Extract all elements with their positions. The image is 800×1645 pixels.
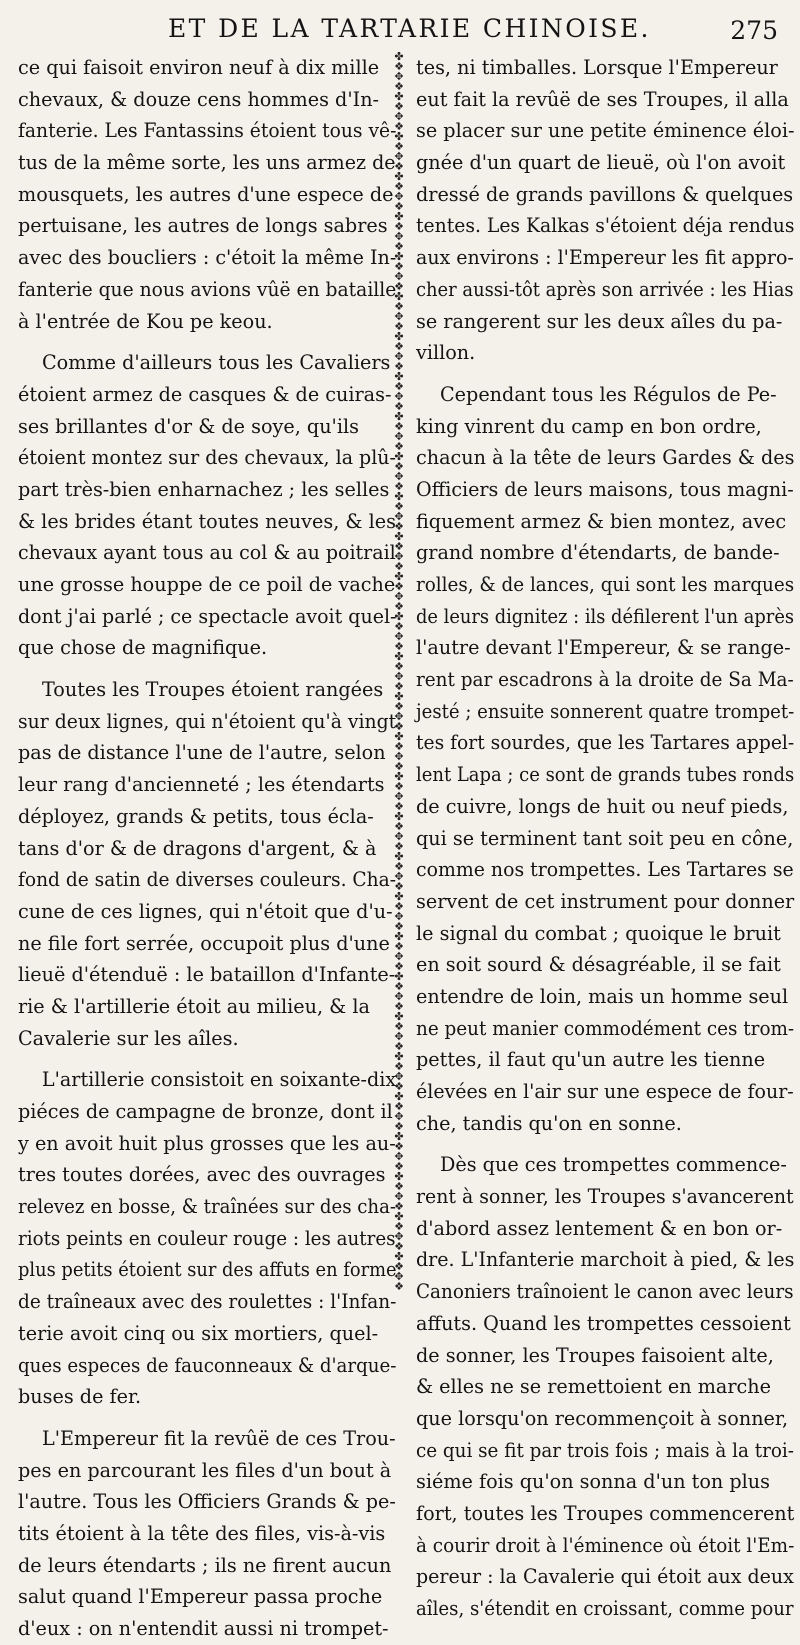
ornament-glyph: ✤ <box>394 170 404 183</box>
ornament-glyph: ❖ <box>394 540 404 553</box>
ornament-glyph: ❖ <box>394 920 404 933</box>
ornament-glyph: ❖ <box>394 340 404 353</box>
text-line: lent Lapa ; ce sont de grands tubes ronds <box>416 763 795 787</box>
paragraph <box>18 52 398 337</box>
ornament-glyph: ✤ <box>394 770 404 783</box>
ornament-glyph: ✤ <box>394 850 404 863</box>
ornament-glyph: ✤ <box>394 890 404 903</box>
text-line: ce qui faisoit environ neuf à dix mille <box>18 56 380 79</box>
ornament-glyph: ✤ <box>394 410 404 423</box>
text-line: de cuivre, longs de huit ou neuf pieds, <box>416 794 789 818</box>
text-line: affuts. Quand les trompettes cessoient <box>416 1311 791 1335</box>
text-line: ne peut manier commodément ces trom- <box>416 1016 795 1040</box>
ornament-glyph: ❖ <box>394 100 404 113</box>
ornament-glyph: ❖ <box>394 500 404 513</box>
text-line: aîles, s'étendit en croissant, comme pour <box>416 1597 794 1620</box>
text-line: avec des boucliers : c'étoit la même In- <box>18 246 397 270</box>
text-line: fond de satin de diverses couleurs. Cha- <box>18 868 396 892</box>
text-line: siéme fois qu'on sonna d'un ton plus <box>416 1470 771 1494</box>
text-line: fort, toutes les Troupes commencerent <box>416 1501 795 1525</box>
ornament-glyph: ✥ <box>394 1110 404 1123</box>
text-line: ses brillantes d'or & de soye, qu'ils <box>18 414 359 438</box>
ornament-glyph: ✤ <box>394 250 404 263</box>
ornament-glyph: ✥ <box>394 310 404 323</box>
ornament-glyph: ✥ <box>394 70 404 83</box>
page-number: 275 <box>730 16 778 45</box>
ornament-glyph: ✤ <box>394 530 404 543</box>
paragraph <box>416 379 796 1140</box>
ornament-glyph: ❖ <box>394 380 404 393</box>
ornament-glyph: ❖ <box>394 260 404 273</box>
text-line: Canoniers traînoient le canon avec leurs <box>416 1280 794 1304</box>
ornament-glyph: ✤ <box>394 90 404 103</box>
text-line: gnée d'un quart de lieuë, où l'on avoit <box>416 151 786 175</box>
ornament-glyph: ✥ <box>394 590 404 603</box>
ornament-glyph: ❖ <box>394 940 404 953</box>
ornament-glyph: ❖ <box>394 900 404 913</box>
ornament-glyph: ✥ <box>394 710 404 723</box>
text-line: Cavalerie sur les aîles. <box>18 1026 239 1050</box>
ornament-glyph: ✤ <box>394 50 404 63</box>
text-line: déployez, grands & petits, tous écla- <box>18 804 374 828</box>
text-line: Comme d'ailleurs tous les Cavaliers <box>42 351 391 375</box>
text-line: pertuisane, les autres de longs sabres <box>18 214 388 238</box>
text-line: eut fait la revûë de ses Troupes, il alla <box>416 87 789 111</box>
ornament-glyph: ✤ <box>394 1010 404 1023</box>
ornament-glyph: ✤ <box>394 930 404 943</box>
ornament-glyph: ✥ <box>394 910 404 923</box>
ornament-glyph: ❖ <box>394 1160 404 1173</box>
text-line: cher aussi-tôt après son arrivée : les Hias <box>416 277 794 301</box>
ornament-glyph: ❖ <box>394 1080 404 1093</box>
text-line: tes, ni timballes. Lorsque l'Empereur <box>416 56 778 79</box>
text-line: pas de distance l'une de l'autre, selon <box>18 741 386 765</box>
ornament-glyph: ✥ <box>394 470 404 483</box>
ornament-glyph: ❖ <box>394 820 404 833</box>
text-line: tentes. Les Kalkas s'étoient déja rendus <box>416 214 795 238</box>
ornamental-column-divider <box>388 50 410 1293</box>
ornament-glyph: ✤ <box>394 490 404 503</box>
text-line: l'autre devant l'Empereur, & se range- <box>416 636 791 660</box>
ornament-glyph: ❖ <box>394 520 404 533</box>
ornament-glyph: ✥ <box>394 110 404 123</box>
ornament-glyph: ❖ <box>394 800 404 813</box>
text-line: mousquets, les autres d'une espece de <box>18 182 394 206</box>
text-line: chevaux, & douze cens hommes d'In- <box>18 87 380 111</box>
ornament-glyph: ✤ <box>394 810 404 823</box>
text-line: ne file fort serrée, occupoit plus d'une <box>18 931 390 955</box>
text-line: Toutes les Troupes étoient rangées <box>42 678 384 702</box>
text-line: rie & l'artillerie étoit au milieu, & la <box>18 994 370 1018</box>
text-line: d'abord assez lentement & en bon or- <box>416 1216 783 1240</box>
text-line: tus de la même sorte, les uns armez de <box>18 151 396 175</box>
ornament-glyph: ❖ <box>394 1060 404 1073</box>
text-line: fanterie que nous avions vûë en bataille <box>18 277 397 301</box>
text-line: salut quand l'Empereur passa proche <box>18 1585 383 1609</box>
ornament-glyph: ❖ <box>394 1240 404 1253</box>
text-line: rolles, & de lances, qui sont les marques <box>416 573 795 596</box>
ornament-glyph: ❖ <box>394 220 404 233</box>
ornament-glyph: ✥ <box>394 830 404 843</box>
ornament-glyph: ✥ <box>394 1150 404 1163</box>
ornament-glyph: ✤ <box>394 1130 404 1143</box>
ornament-glyph: ❖ <box>394 140 404 153</box>
ornament-glyph: ❖ <box>394 1120 404 1133</box>
ornament-glyph: ❖ <box>394 460 404 473</box>
ornament-glyph: ❖ <box>394 640 404 653</box>
text-line: étoient montez sur des chevaux, la plû- <box>18 446 396 470</box>
paragraph <box>18 674 398 1054</box>
text-line: sur deux lignes, qui n'étoient qu'à vingt <box>18 709 397 733</box>
text-line: & les brides étant toutes neuves, & les <box>18 509 396 533</box>
ornament-glyph: ✤ <box>394 1050 404 1063</box>
ornament-glyph: ❖ <box>394 160 404 173</box>
ornament-glyph: ❖ <box>394 80 404 93</box>
ornament-glyph: ✤ <box>394 210 404 223</box>
ornament-glyph: ❖ <box>394 300 404 313</box>
text-line: comme nos trompettes. Les Tartares se <box>416 858 794 882</box>
ornament-glyph: ❖ <box>394 120 404 133</box>
ornament-glyph: ❖ <box>394 760 404 773</box>
text-line: cune de ces lignes, qui n'étoit que d'u- <box>18 899 393 923</box>
text-line: entendre de loin, mais un homme seul <box>416 984 789 1008</box>
ornament-glyph: ❖ <box>394 1020 404 1033</box>
text-line: tres toutes dorées, avec des ouvrages <box>18 1163 386 1187</box>
ornament-glyph: ❖ <box>394 600 404 613</box>
right-text-column <box>416 52 796 1625</box>
paragraph <box>18 1064 398 1413</box>
text-line: relevez en bosse, & traînées sur des cha- <box>18 1195 397 1219</box>
ornament-glyph: ✥ <box>394 1230 404 1243</box>
ornament-glyph: ✥ <box>394 950 404 963</box>
ornament-glyph: ✤ <box>394 1170 404 1183</box>
ornament-glyph: ✥ <box>394 510 404 523</box>
text-line: che, tandis qu'on en sonne. <box>416 1111 682 1135</box>
ornament-glyph: ❖ <box>394 840 404 853</box>
text-line: à courir droit à l'éminence où étoit l'Em- <box>416 1533 795 1557</box>
ornament-glyph: ❖ <box>394 420 404 433</box>
text-line: part très-bien enharnachez ; les selles <box>18 477 390 501</box>
ornament-glyph: ✥ <box>394 670 404 683</box>
text-line: plus petits étoient sur des affuts en forme <box>18 1258 397 1282</box>
ornament-glyph: ❖ <box>394 200 404 213</box>
paragraph <box>18 1423 398 1645</box>
text-line: & elles ne se remettoient en marche <box>416 1375 772 1399</box>
ornament-glyph: ❖ <box>394 960 404 973</box>
ornament-glyph: ✥ <box>394 350 404 363</box>
ornament-glyph: ✥ <box>394 190 404 203</box>
ornament-glyph: ✤ <box>394 730 404 743</box>
text-line: jesté ; ensuite sonnerent quatre trompet- <box>416 699 795 723</box>
ornament-glyph: ✤ <box>394 370 404 383</box>
text-line: buses de fer. <box>18 1385 142 1409</box>
ornament-glyph: ✥ <box>394 150 404 163</box>
text-line: riots peints en couleur rouge : les autres <box>18 1226 396 1250</box>
ornament-glyph: ✥ <box>394 430 404 443</box>
text-line: étoient armez de casques & de cuiras- <box>18 382 392 406</box>
text-line: chacun à la tête de leurs Gardes & des <box>416 446 795 470</box>
paragraph <box>18 347 398 664</box>
text-line: à l'entrée de Kou pe keou. <box>18 309 273 333</box>
ornament-glyph: ✥ <box>394 1030 404 1043</box>
ornament-glyph: ✥ <box>394 870 404 883</box>
paragraph <box>416 52 796 369</box>
text-line: pettes, il faut qu'un autre les tienne <box>416 1048 766 1072</box>
text-line: grand nombre d'étendarts, de bande- <box>416 541 780 565</box>
text-line: chevaux ayant tous au col & au poitrail <box>18 541 396 565</box>
ornament-glyph: ✥ <box>394 990 404 1003</box>
text-line: de sonner, les Troupes faisoient alte, <box>416 1343 774 1367</box>
text-line: de leurs dignitez : ils défilerent l'un après <box>416 604 795 628</box>
text-line: une grosse houppe de ce poil de vache <box>18 573 396 596</box>
ornament-glyph: ✤ <box>394 570 404 583</box>
ornament-glyph: ❖ <box>394 720 404 733</box>
ornament-glyph: ❖ <box>394 880 404 893</box>
ornament-glyph: ✥ <box>394 750 404 763</box>
text-line: ce qui se fit par trois fois ; mais à la troi- <box>416 1438 794 1462</box>
text-line: que lorsqu'on recommençoit à sonner, <box>416 1406 789 1430</box>
ornament-glyph: ❖ <box>394 400 404 413</box>
text-line: d'eux : on n'entendit aussi ni trompet- <box>18 1617 389 1640</box>
text-line: y en avoit huit plus grosses que les au- <box>18 1131 396 1155</box>
ornament-glyph: ❖ <box>394 1000 404 1013</box>
ornament-glyph: ❖ <box>394 1180 404 1193</box>
ornament-glyph: ✤ <box>394 970 404 983</box>
page-header <box>0 10 800 50</box>
ornament-glyph: ❖ <box>394 360 404 373</box>
text-line: fiquement armez & bien montez, avec <box>416 509 787 533</box>
text-line: villon. <box>416 341 476 365</box>
text-line: pereur : la Cavalerie qui étoit aux deux <box>416 1565 794 1589</box>
ornament-glyph: ❖ <box>394 620 404 633</box>
ornament-glyph: ✥ <box>394 1190 404 1203</box>
ornament-glyph: ✥ <box>394 1070 404 1083</box>
ornament-glyph: ✥ <box>394 630 404 643</box>
text-line: fanterie. Les Fantassins étoient tous vê- <box>18 119 397 143</box>
text-line: dre. L'Infanterie marchoit à pied, & les <box>416 1248 795 1272</box>
ornament-glyph: ✤ <box>394 1090 404 1103</box>
ornament-glyph: ✤ <box>394 130 404 143</box>
ornament-glyph: ❖ <box>394 480 404 493</box>
ornament-glyph: ❖ <box>394 320 404 333</box>
text-line: de leurs étendarts ; ils ne firent aucun <box>18 1553 392 1577</box>
ornament-glyph: ❖ <box>394 680 404 693</box>
ornament-glyph: ❖ <box>394 440 404 453</box>
ornament-glyph: ❖ <box>394 700 404 713</box>
text-line: pes en parcourant les files d'un bout à <box>18 1458 392 1482</box>
ornament-glyph: ✤ <box>394 1210 404 1223</box>
ornament-glyph: ❖ <box>394 860 404 873</box>
text-line: en soit sourd & désagréable, il se fait <box>416 953 781 977</box>
ornament-glyph: ✥ <box>394 550 404 563</box>
ornament-glyph: ❖ <box>394 660 404 673</box>
ornament-glyph: ❖ <box>394 780 404 793</box>
ornament-glyph: ❖ <box>394 1280 404 1293</box>
ornament-glyph: ✤ <box>394 1250 404 1263</box>
text-line: lieuë d'étenduë : le bataillon d'Infante- <box>18 963 396 987</box>
ornament-glyph: ❖ <box>394 1200 404 1213</box>
text-line: tits étoient à la tête des files, vis-à-vis <box>18 1521 386 1545</box>
ornament-glyph: ✤ <box>394 290 404 303</box>
ornament-glyph: ❖ <box>394 1040 404 1053</box>
text-line: L'artillerie consistoit en soixante-dix <box>41 1068 397 1092</box>
text-line: piéces de campagne de bronze, dont il <box>18 1100 393 1123</box>
ornament-glyph: ❖ <box>394 560 404 573</box>
ornament-glyph: ✥ <box>394 270 404 283</box>
text-line: servent de cet instrument pour donner <box>416 889 795 913</box>
ornament-glyph: ✤ <box>394 650 404 663</box>
ornament-glyph: ❖ <box>394 60 404 73</box>
text-line: de traîneaux avec des roulettes : l'Infan- <box>18 1290 397 1314</box>
ornament-glyph: ❖ <box>394 240 404 253</box>
ornament-glyph: ❖ <box>394 740 404 753</box>
ornament-glyph: ❖ <box>394 180 404 193</box>
paragraph <box>416 1149 796 1624</box>
text-line: rent par escadrons à la droite de Sa Ma- <box>416 668 794 692</box>
text-line: le signal du combat ; quoique le bruit <box>416 921 781 945</box>
ornament-glyph: ✥ <box>394 1270 404 1283</box>
left-text-column <box>18 52 398 1645</box>
ornament-glyph: ✤ <box>394 610 404 623</box>
text-line: que chose de magnifique. <box>18 636 268 660</box>
text-line: l'autre. Tous les Officiers Grands & pe- <box>18 1490 396 1514</box>
text-line: dont j'ai parlé ; ce spectacle avoit quel- <box>18 604 397 628</box>
text-line: Dès que ces trompettes commence- <box>440 1153 787 1177</box>
ornament-glyph: ✥ <box>394 230 404 243</box>
ornament-glyph: ✤ <box>394 450 404 463</box>
ornament-glyph: ❖ <box>394 280 404 293</box>
running-title: ET DE LA TARTARIE CHINOISE. <box>168 14 651 43</box>
text-line: ques especes de fauconneaux & d'arque- <box>18 1353 397 1377</box>
ornament-glyph: ✤ <box>394 330 404 343</box>
ornament-glyph: ✥ <box>394 790 404 803</box>
text-line: se rangerent sur les deux aîles du pa- <box>416 309 783 333</box>
text-line: Cependant tous les Régulos de Pe- <box>440 382 777 406</box>
text-line: aux environs : l'Empereur les fit appro- <box>416 246 794 270</box>
ornament-glyph: ✥ <box>394 390 404 403</box>
ornament-glyph: ✤ <box>394 690 404 703</box>
ornament-glyph: ❖ <box>394 1140 404 1153</box>
text-line: terie avoit cinq ou six mortiers, quel- <box>18 1321 379 1345</box>
text-line: rent à sonner, les Troupes s'avancerent <box>416 1185 794 1209</box>
text-line: L'Empereur fit la revûë de ces Trou- <box>42 1426 396 1450</box>
text-line: king vinrent du camp en bon ordre, <box>416 414 762 438</box>
text-line: Officiers de leurs maisons, tous magni- <box>416 477 794 501</box>
text-line: se placer sur une petite éminence éloi- <box>416 119 795 143</box>
text-line: qui se terminent tant soit peu en cône, <box>416 826 794 850</box>
text-line: leur rang d'ancienneté ; les étendarts <box>18 773 385 797</box>
ornament-glyph: ❖ <box>394 580 404 593</box>
text-line: tes fort sourdes, que les Tartares appel- <box>416 731 795 755</box>
ornament-glyph: ❖ <box>394 1220 404 1233</box>
ornament-glyph: ❖ <box>394 1100 404 1113</box>
text-line: élevées en l'air sur une espece de four- <box>416 1080 794 1103</box>
ornament-glyph: ❖ <box>394 980 404 993</box>
text-line: tans d'or & de dragons d'argent, & à <box>18 836 377 860</box>
text-line: dressé de grands pavillons & quelques <box>416 182 794 206</box>
ornament-glyph: ❖ <box>394 1260 404 1273</box>
